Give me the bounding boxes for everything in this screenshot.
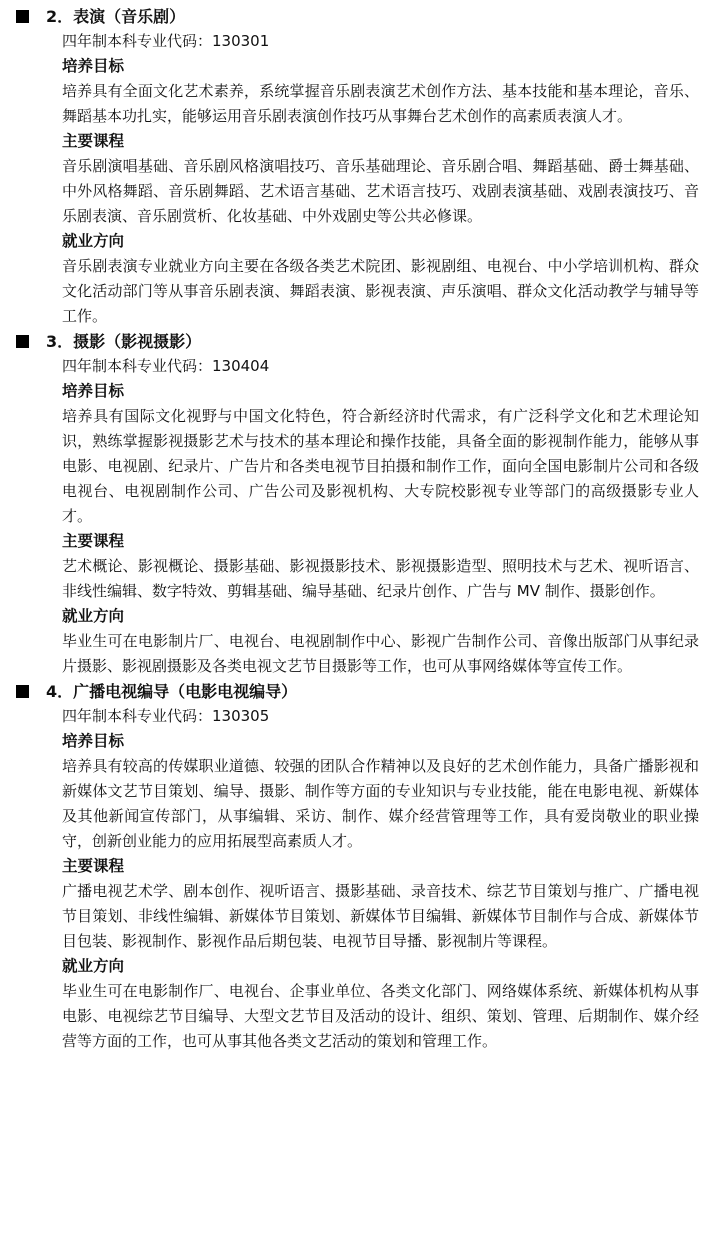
courses-text: 音乐剧演唱基础、音乐剧风格演唱技巧、音乐基础理论、音乐剧合唱、舞蹈基础、爵士舞基础、中外风格舞蹈、音乐剧舞蹈、艺术语言基础、艺术语言技巧、戏剧表演基础、戏剧表演技巧、音乐剧表演、音乐剧赏析、化妆基础、中外戏剧史等公共必修课。 xyxy=(62,157,699,225)
section-title xyxy=(46,679,699,704)
goal-heading: 培养目标 xyxy=(62,732,125,750)
courses-text: 广播电视艺术学、剧本创作、视听语言、摄影基础、录音技术、综艺节目策划与推广、广播电视节目策划、非线性编辑、新媒体节目策划、新媒体节目编辑、新媒体节目制作与合成、新媒体节目包装、影视制作、影视作品后期包装、电视节目导播、影视制片等课程。 xyxy=(62,882,699,950)
career-heading: 就业方向 xyxy=(62,957,125,975)
goal-heading: 培养目标 xyxy=(62,382,125,400)
courses-heading: 主要课程 xyxy=(62,857,125,875)
career-heading: 就业方向 xyxy=(62,607,125,625)
section-title-text: 2．表演（音乐剧） xyxy=(46,7,186,26)
section-broadcast-directing xyxy=(40,679,699,1054)
section-title xyxy=(46,4,699,29)
section-photography-film xyxy=(40,329,699,679)
section-performance-musical xyxy=(40,4,699,329)
major-code: 四年制本科专业代码：130404 xyxy=(62,357,270,375)
courses-heading: 主要课程 xyxy=(62,132,125,150)
major-code: 四年制本科专业代码：130301 xyxy=(62,32,270,50)
section-title xyxy=(46,329,699,354)
square-bullet-icon xyxy=(16,685,29,698)
career-text: 音乐剧表演专业就业方向主要在各级各类艺术院团、影视剧组、电视台、中小学培训机构、群众文化活动部门等从事音乐剧表演、舞蹈表演、影视表演、声乐演唱、群众文化活动教学与辅导等工作。 xyxy=(62,257,699,325)
square-bullet-icon xyxy=(16,335,29,348)
goal-text: 培养具有国际文化视野与中国文化特色，符合新经济时代需求，有广泛科学文化和艺术理论知识，熟练掌握影视摄影艺术与技术的基本理论和操作技能，具备全面的影视制作能力，能够从事电影、电视剧、纪录片、广告片和各类电视节目拍摄和制作工作，面向全国电影制片公司和各级电视台、电视剧制作公司、广告公司及影视机构、大专院校影视专业等部门的高级摄影专业人才。 xyxy=(62,407,699,525)
square-bullet-icon xyxy=(16,10,29,23)
goal-heading: 培养目标 xyxy=(62,57,125,75)
courses-heading: 主要课程 xyxy=(62,532,125,550)
major-code: 四年制本科专业代码：130305 xyxy=(62,707,270,725)
career-heading: 就业方向 xyxy=(62,232,125,250)
section-title-text: 4．广播电视编导（电影电视编导） xyxy=(46,682,298,701)
section-title-text: 3．摄影（影视摄影） xyxy=(46,332,202,351)
goal-text: 培养具有较高的传媒职业道德、较强的团队合作精神以及良好的艺术创作能力，具备广播影视和新媒体文艺节目策划、编导、摄影、制作等方面的专业知识与专业技能，能在电影电视、新媒体及其他新闻宣传部门，从事编辑、采访、制作、媒介经营管理等工作，具有爱岗敬业的职业操守，创新创业能力的应用拓展型高素质人才。 xyxy=(62,757,699,850)
career-text: 毕业生可在电影制作厂、电视台、企事业单位、各类文化部门、网络媒体系统、新媒体机构从事电影、电视综艺节目编导、大型文艺节目及活动的设计、组织、策划、管理、后期制作、媒介经营等方面的工作，也可从事其他各类文艺活动的策划和管理工作。 xyxy=(62,982,699,1050)
career-text: 毕业生可在电影制片厂、电视台、电视剧制作中心、影视广告制作公司、音像出版部门从事纪录片摄影、影视剧摄影及各类电视文艺节目摄影等工作，也可从事网络媒体等宣传工作。 xyxy=(62,632,699,675)
courses-text: 艺术概论、影视概论、摄影基础、影视摄影技术、影视摄影造型、照明技术与艺术、视听语言、非线性编辑、数字特效、剪辑基础、编导基础、纪录片创作、广告与 MV 制作、摄影创作。 xyxy=(62,557,699,600)
goal-text: 培养具有全面文化艺术素养，系统掌握音乐剧表演艺术创作方法、基本技能和基本理论，音乐、舞蹈基本功扎实，能够运用音乐剧表演创作技巧从事舞台艺术创作的高素质表演人才。 xyxy=(62,82,699,125)
